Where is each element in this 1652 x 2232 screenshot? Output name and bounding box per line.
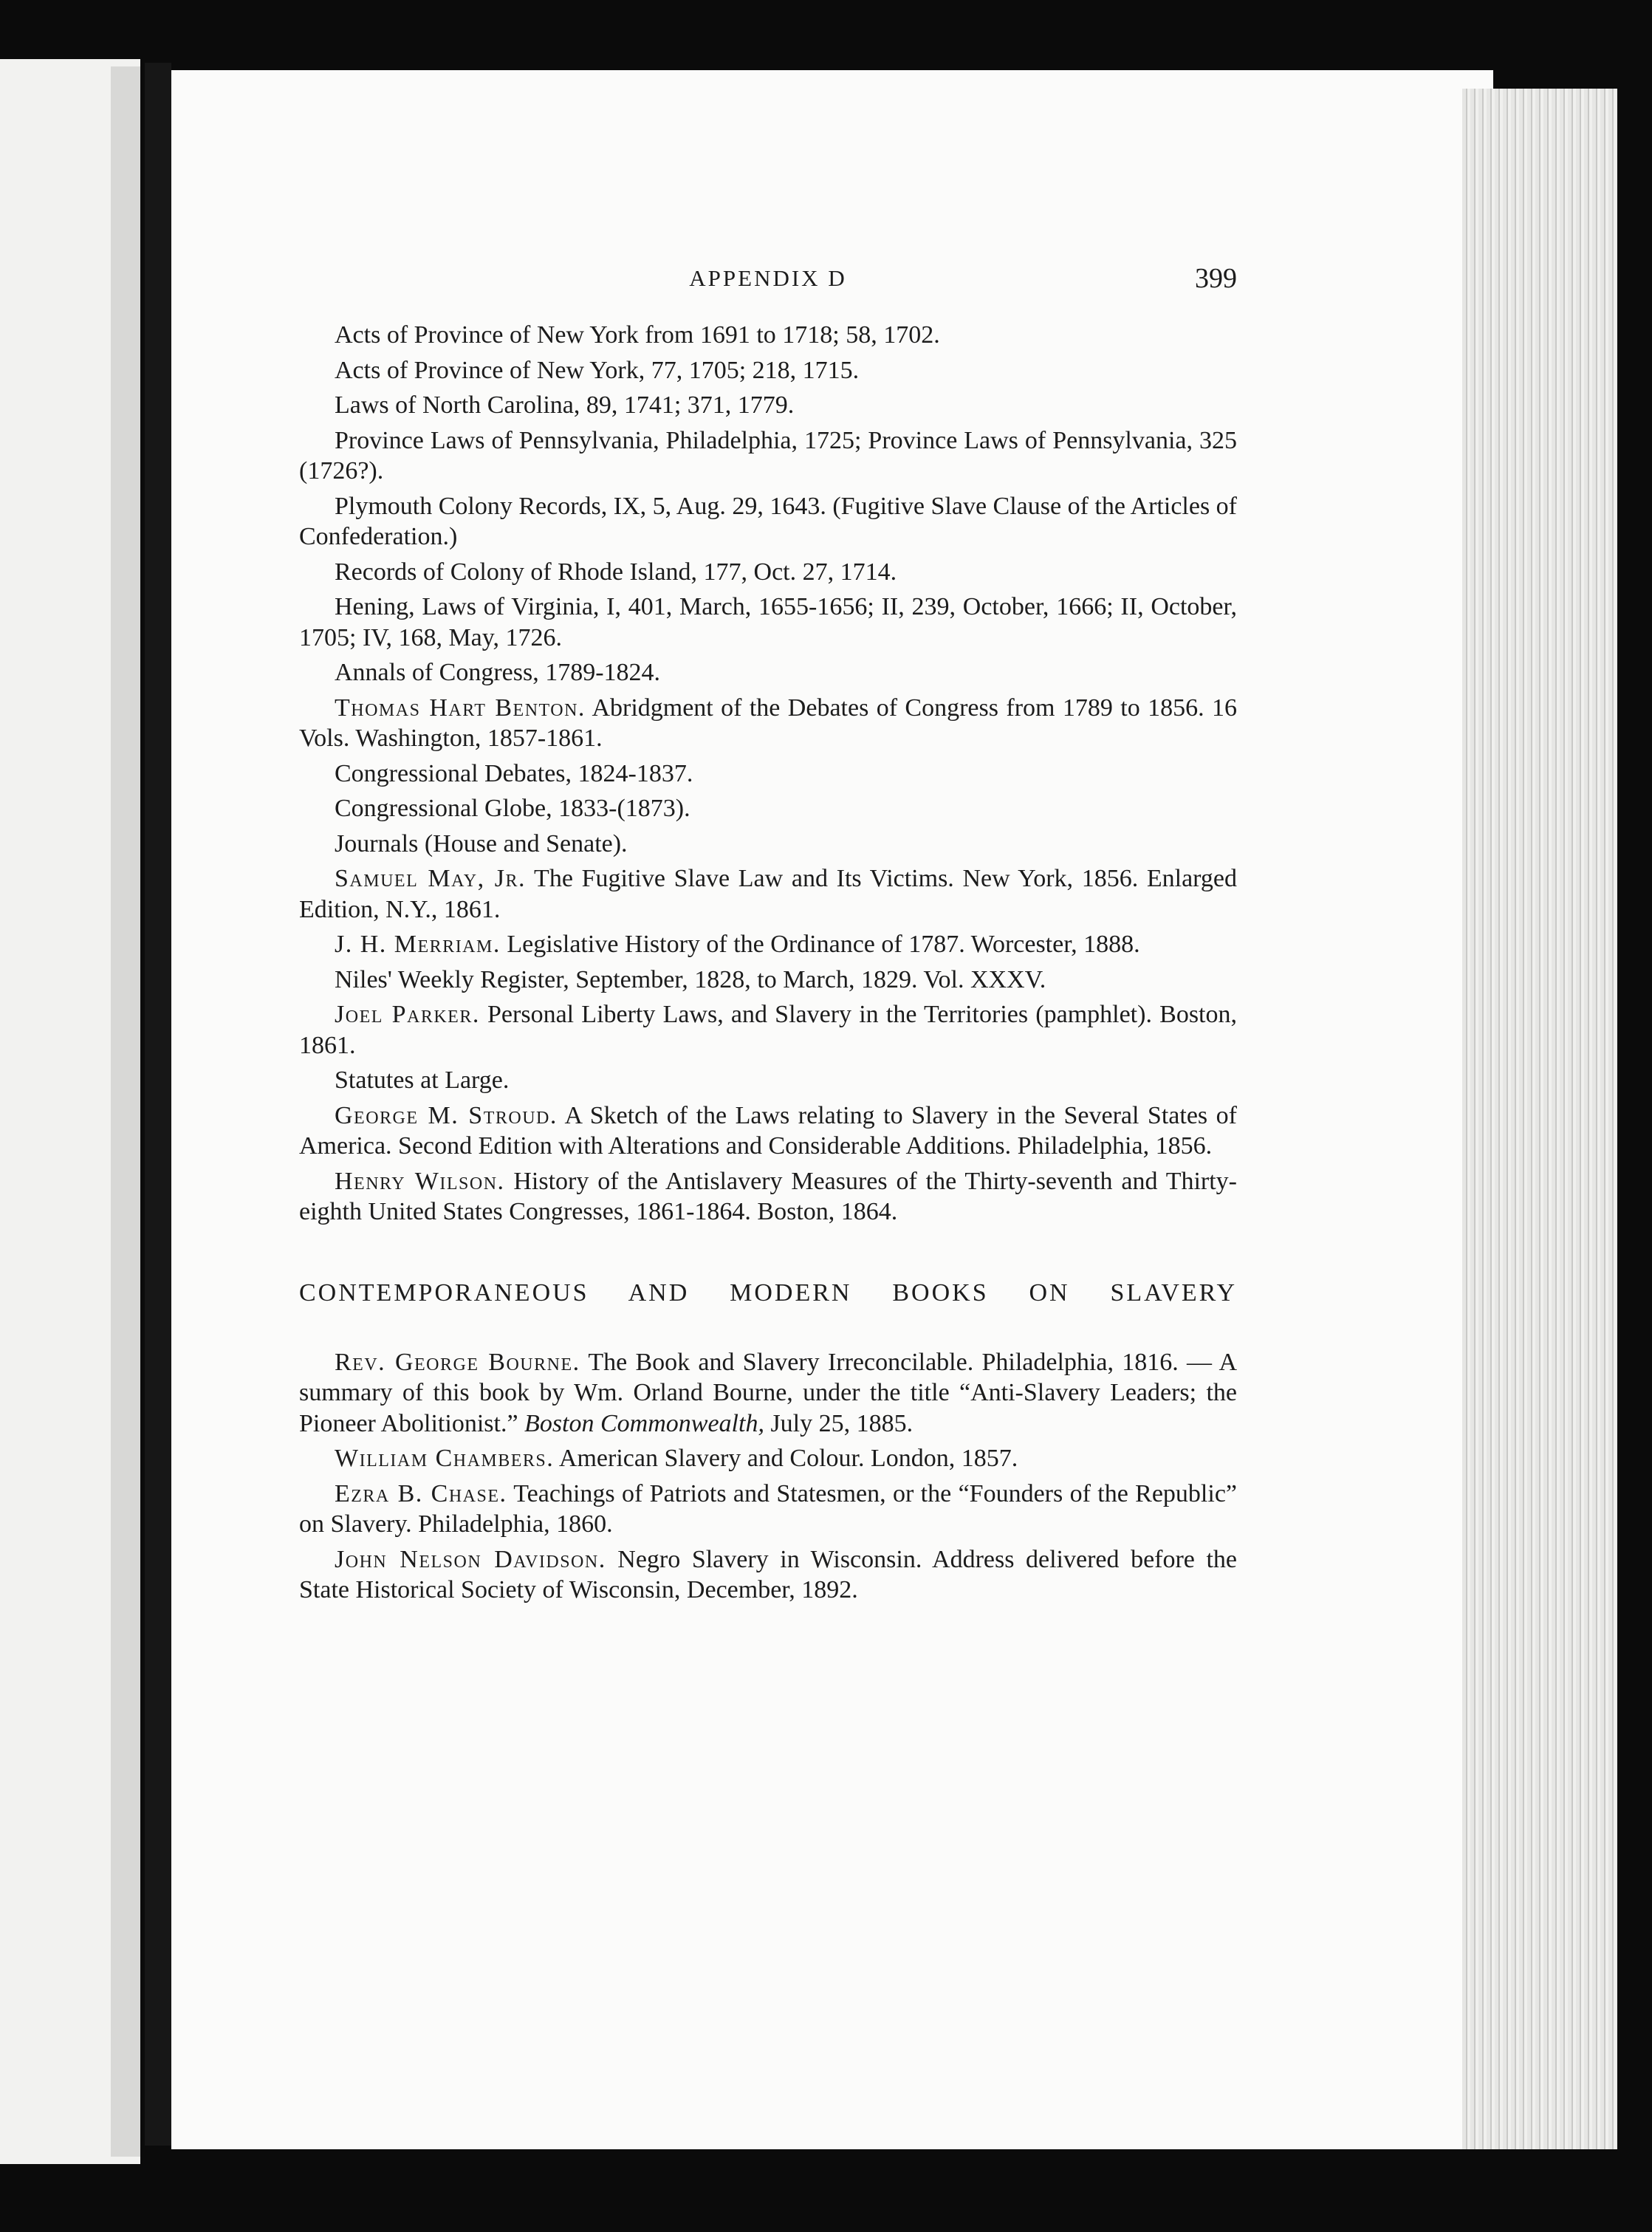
- entry-italic-title: Boston Commonwealth,: [524, 1409, 764, 1437]
- entry-text: Abridgment of the Debates of Congress from 1789 to 1856. 16 Vols. Washington, 1857-1861.: [299, 694, 1237, 752]
- bibliography-entry: [299, 320, 1237, 351]
- entry-author: John Nelson Davidson.: [335, 1545, 606, 1573]
- entry-text: Statutes at Large.: [335, 1067, 510, 1094]
- bibliography-entry: [299, 657, 1237, 688]
- bibliography-entry: [299, 1479, 1237, 1540]
- bibliography-entry: [299, 557, 1237, 588]
- entry-text: The Book and Slavery Irreconcilable. Philadelphia, 1816. — A summary of this book by Wm. Orland Bourne, under the title “Anti-Slavery Leaders; the Pioneer Abolitionist.”: [299, 1348, 1238, 1437]
- primary-sources-list: [299, 320, 1237, 1228]
- bibliography-entry: [299, 793, 1237, 824]
- entry-author: Rev. George Bourne.: [335, 1348, 580, 1376]
- book-gutter: [145, 63, 171, 2146]
- entry-text: Journals (House and Senate).: [335, 829, 628, 857]
- bibliography-entry: [299, 999, 1237, 1061]
- entry-author: George M. Stroud.: [335, 1101, 558, 1129]
- entry-text: Records of Colony of Rhode Island, 177, Oct. 27, 1714.: [335, 558, 897, 586]
- page-content: [299, 262, 1237, 1610]
- bibliography-entry: [299, 1347, 1237, 1439]
- entry-text: American Slavery and Colour. London, 1857.: [554, 1445, 1018, 1472]
- entry-text: Teachings of Patriots and Statesmen, or the “Founders of the Republic” on Slavery. Philadelphia, 1860.: [299, 1479, 1238, 1538]
- entry-author: Samuel May, Jr.: [335, 865, 526, 892]
- entry-text: Legislative History of the Ordinance of 1787. Worcester, 1888.: [500, 931, 1140, 958]
- bibliography-entry: [299, 1166, 1237, 1228]
- bibliography-entry: [299, 863, 1237, 925]
- page-number: 399: [1195, 263, 1237, 294]
- entry-author: Henry Wilson.: [335, 1167, 505, 1195]
- entry-author: Ezra B. Chase.: [335, 1479, 507, 1507]
- entry-author: Thomas Hart Benton.: [335, 694, 586, 722]
- bibliography-entry: [299, 693, 1237, 754]
- entry-text: Annals of Congress, 1789-1824.: [335, 659, 661, 686]
- entry-text: Personal Liberty Laws, and Slavery in the Territories (pamphlet). Boston, 1861.: [299, 1001, 1237, 1059]
- entry-text: History of the Antislavery Measures of the Thirty-seventh and Thirty-eighth United States Congresses, 1861-1864. Boston, 1864.: [299, 1167, 1238, 1225]
- entry-tail: July 25, 1885.: [764, 1409, 914, 1437]
- entry-author: William Chambers.: [335, 1445, 555, 1472]
- bibliography-entry: [299, 1065, 1237, 1096]
- entry-text: Congressional Globe, 1833-(1873).: [335, 795, 690, 822]
- entry-text: Acts of Province of New York, 77, 1705; 218, 1715.: [335, 356, 860, 384]
- bibliography-entry: [299, 1100, 1237, 1162]
- entry-text: Province Laws of Pennsylvania, Philadelphia, 1725; Province Laws of Pennsylvania, 325 (1726?).: [299, 426, 1237, 485]
- entry-text: A Sketch of the Laws relating to Slavery in the Several States of America. Second Edition with Alterations and Considerable Additions. Philadelphia, 1856.: [299, 1101, 1237, 1160]
- bibliography-entry: [299, 425, 1237, 487]
- bibliography-entry: [299, 1544, 1237, 1606]
- page-edges: [1462, 89, 1617, 2149]
- entry-text: Niles' Weekly Register, September, 1828, to March, 1829. Vol. XXXV.: [335, 965, 1046, 993]
- bibliography-entry: [299, 1443, 1237, 1474]
- bibliography-entry: [299, 390, 1237, 421]
- entry-author: J. H. Merriam.: [335, 931, 501, 958]
- entry-text: Hening, Laws of Virginia, I, 401, March, 1655-1656; II, 239, October, 1666; II, October, 1705; IV, 168, May, 1726.: [299, 593, 1237, 651]
- running-head-title: APPENDIX D: [689, 265, 847, 291]
- section-heading: CONTEMPORANEOUS AND MODERN BOOKS ON SLAVERY: [299, 1278, 1237, 1307]
- books-list: [299, 1443, 1237, 1606]
- bibliography-entry: [299, 965, 1237, 996]
- entry-text: Congressional Debates, 1824-1837.: [335, 759, 693, 787]
- bibliography-entry: [299, 355, 1237, 386]
- entry-text: Laws of North Carolina, 89, 1741; 371, 1779.: [335, 391, 795, 419]
- bibliography-entry: [299, 592, 1237, 653]
- entry-text: The Fugitive Slave Law and Its Victims. New York, 1856. Enlarged Edition, N.Y., 1861.: [299, 865, 1237, 923]
- bibliography-entry: [299, 829, 1237, 860]
- bibliography-entry: [299, 491, 1237, 552]
- running-head: [299, 262, 1237, 307]
- bibliography-entry: [299, 759, 1237, 790]
- entry-text: Plymouth Colony Records, IX, 5, Aug. 29, 1643. (Fugitive Slave Clause of the Articles of Confederation.): [299, 492, 1238, 550]
- entry-text: Acts of Province of New York from 1691 to 1718; 58, 1702.: [335, 321, 940, 349]
- bibliography-entry: [299, 929, 1237, 960]
- entry-text: Negro Slavery in Wisconsin. Address delivered before the State Historical Society of Wisconsin, December, 1892.: [299, 1545, 1237, 1603]
- facing-page-edge: [111, 66, 140, 2157]
- entry-author: Joel Parker.: [335, 1001, 480, 1028]
